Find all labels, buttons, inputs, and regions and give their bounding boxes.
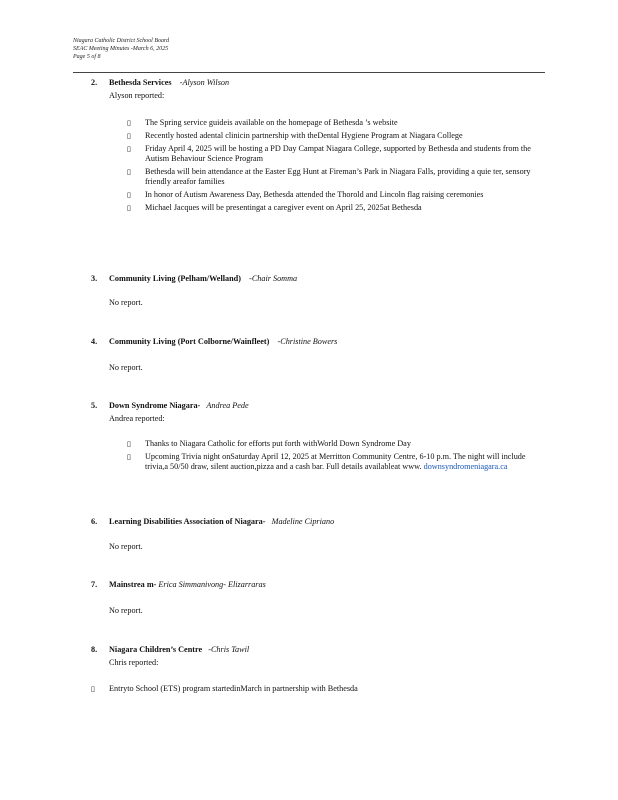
section-title: Community Living (Pelham/Welland) -Chair Somma [109,274,298,283]
section-body: Chris reported: [109,658,159,667]
section-body: No report. [109,606,143,615]
list-item [91,684,358,694]
bullet-list [127,118,537,213]
bullet-icon: ▯ [127,145,131,153]
header-org: Niagara Catholic District School Board [73,38,170,44]
section-presenter: -Chair Somma [249,274,298,283]
section-title: Mainstrea m- Erica Simmanivong- Elizarraras [109,580,266,589]
section-number: 5. [91,401,98,410]
bullet-icon: ▯ [127,440,131,448]
list-item: ▯ In honor of Autism Awareness Day, Bethesda attended the Thorold and Lincoln flag raising ceremonies [127,190,484,199]
list-item: ▯ The Spring service guideis available on the homepage of Bethesda ’s website [127,118,398,127]
website-link[interactable]: downsyndromeniagara.ca [423,462,508,471]
section-presenter: Madeline Cipriano [271,517,335,526]
section-presenter: -Alyson Wilson [179,78,230,87]
section-title: Niagara Children’s Centre -Chris Tawil [109,645,250,654]
list-item: ▯ Bethesda will bein attendance at the Easter Egg Hunt at Fireman’s Park in Niagara Falls, providing a quie ter, sensory friendly areafor families [127,167,531,186]
section-presenter: -Chris Tawil [208,645,250,654]
bullet-list [127,439,537,472]
bullet-icon: ▯ [127,168,131,176]
section-number: 6. [91,517,98,526]
section-presenter: Andrea Pede [206,401,249,410]
section-body: No report. [109,298,143,307]
header-meeting: SEAC Meeting Minutes -March 6, 2025 [73,46,169,52]
section-number: 8. [91,645,98,654]
list-item: ▯ Thanks to Niagara Catholic for efforts put forth withWorld Down Syndrome Day [127,439,411,448]
section-body: Alyson reported: [109,91,165,100]
list-item: ▯ Michael Jacques will be presentingat a caregiver event on April 25, 2025at Bethesda [127,203,422,212]
bullet-icon: ▯ [127,132,131,140]
section-presenter: Erica Simmanivong- Elizarraras [158,580,266,589]
list-item: ▯ Friday April 4, 2025 will be hosting a PD Day Campat Niagara College, supported by Bethesda and students from the Autism Behaviour Science Program [127,144,531,163]
section-title: Down Syndrome Niagara- Andrea Pede [109,401,249,410]
running-header [73,37,169,61]
section-title: Bethesda Services -Alyson Wilson [109,78,230,87]
bullet-text: Entryto School (ETS) program startedinMarch in partnership with Bethesda [109,684,358,693]
section-body: No report. [109,542,143,551]
bullet-icon: ▯ [127,119,131,127]
section-number: 7. [91,580,98,589]
header-page-number: Page 5 of 8 [73,54,101,60]
list-item: ▯ Upcoming Trivia night onSaturday April 12, 2025 at Merritton Community Centre, 6-10 p.m. The night will include trivia,a 50/50 draw, silent auction,pizza and a cash bar. Full details availableat www. downsyndromeniagara.ca [127,452,526,471]
section-title: Learning Disabilities Association of Niagara- Madeline Cipriano [109,517,335,526]
list-item: ▯ Recently hosted adental clinicin partnership with theDental Hygiene Program at Niagara College [127,131,463,140]
bullet-icon: ▯ [127,453,131,461]
section-number: 2. [91,78,98,87]
bullet-icon: ▯ [91,685,95,693]
header-divider [73,72,545,73]
section-body: Andrea reported: [109,414,165,423]
section-number: 4. [91,337,98,346]
bullet-icon: ▯ [127,204,131,212]
section-title: Community Living (Port Colborne/Wainfleet) -Christine Bowers [109,337,338,346]
section-body: No report. [109,363,143,372]
bullet-icon: ▯ [127,191,131,199]
section-presenter: -Christine Bowers [277,337,338,346]
section-number: 3. [91,274,98,283]
